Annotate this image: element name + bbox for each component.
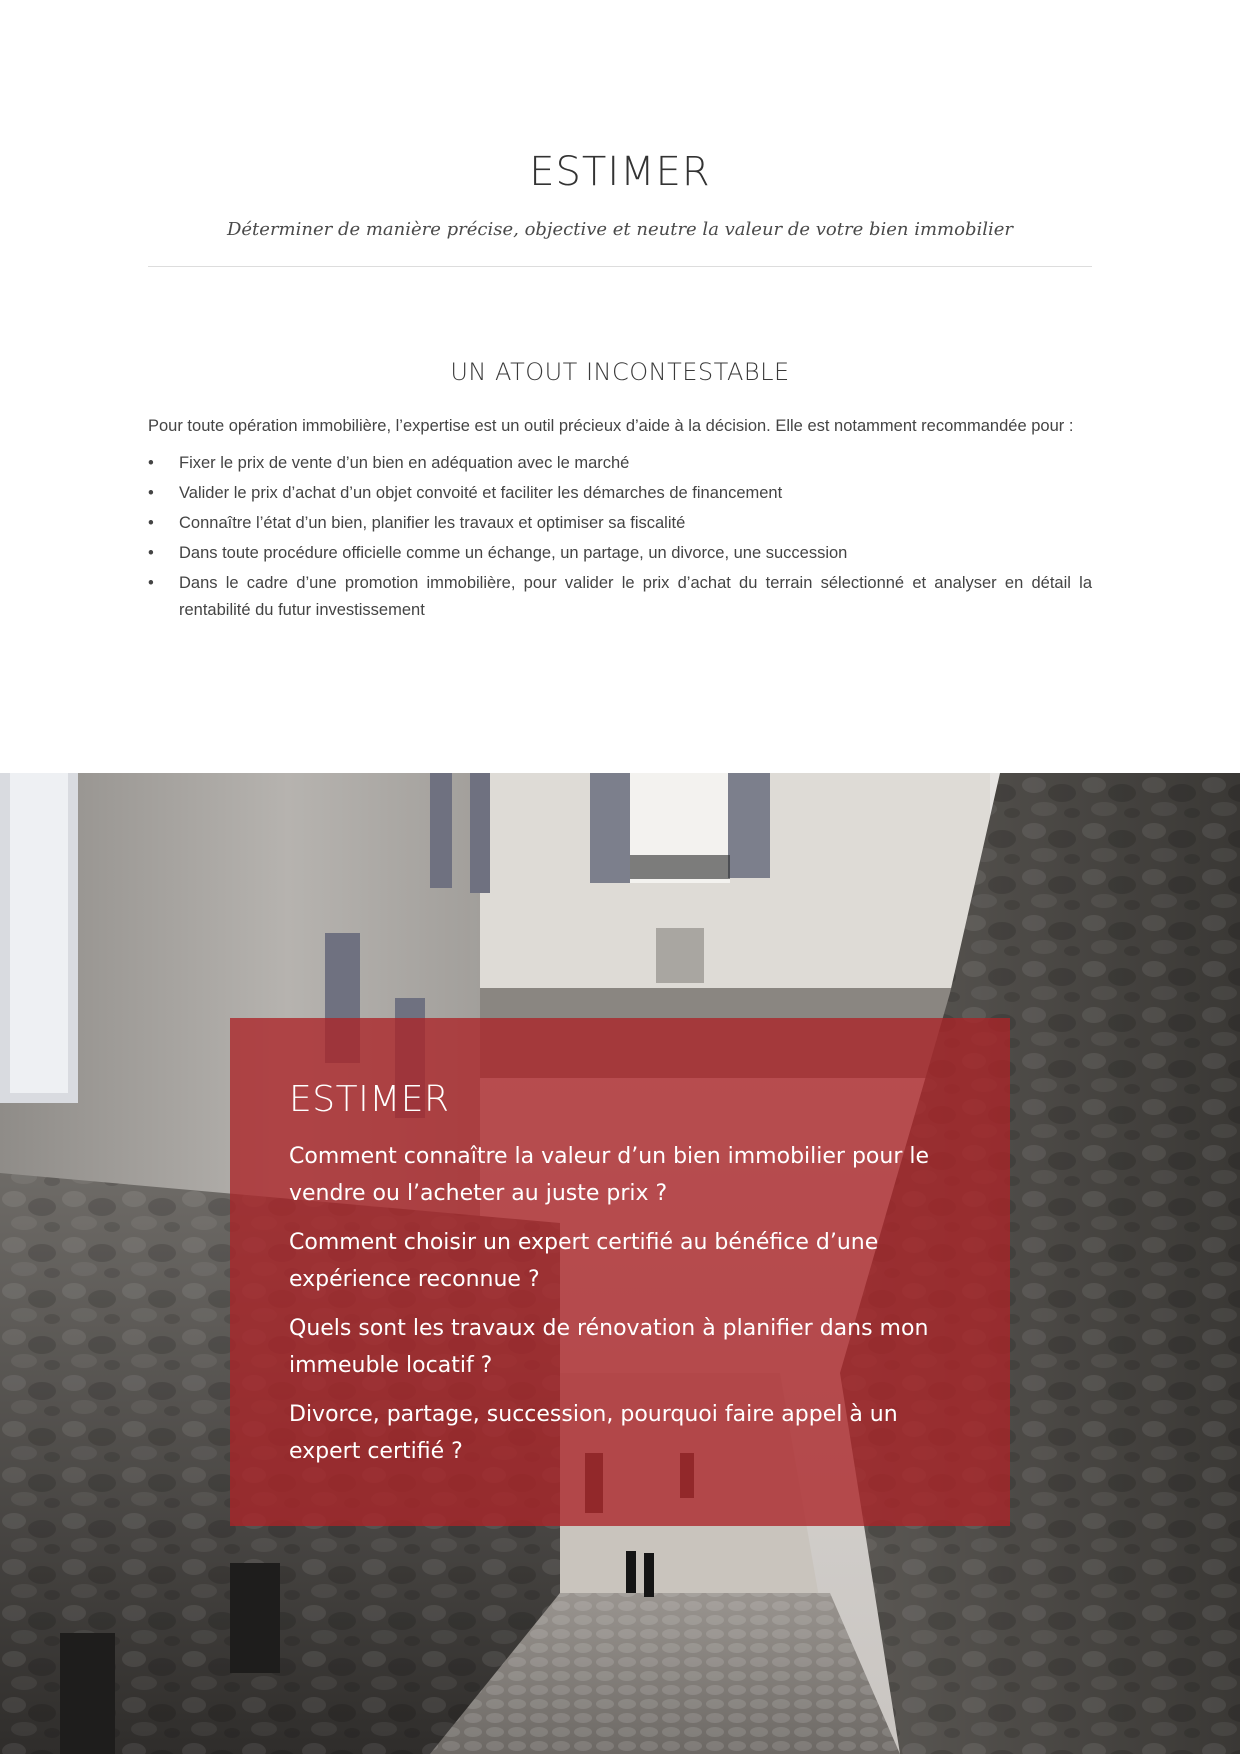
list-item-text: Fixer le prix de vente d’un bien en adéquation avec le marché (179, 454, 630, 472)
list-item (148, 570, 1092, 624)
list-item (148, 480, 1092, 507)
bullet-icon: • (148, 574, 154, 592)
estimate-callout-box (230, 1018, 1010, 1526)
list-item-text: Valider le prix d’achat d’un objet convoité et faciliter les démarches de financement (179, 484, 783, 502)
callout-question: Comment choisir un expert certifié au bénéfice d’une expérience reconnue ? (289, 1230, 879, 1292)
list-item-text: Dans le cadre d’une promotion immobilière, pour valider le prix d’achat du terrain sélectionné et analyser en détail la rentabilité du futur investissement (179, 574, 1092, 619)
advantage-section (148, 352, 1092, 627)
list-item (148, 510, 1092, 537)
callout-title: ESTIMER (289, 1079, 450, 1120)
bullet-icon: • (148, 454, 154, 472)
callout-question: Divorce, partage, succession, pourquoi faire appel à un expert certifié ? (289, 1402, 898, 1464)
section-intro: Pour toute opération immobilière, l’expertise est un outil précieux d’aide à la décision. Elle est notamment recommandée pour : (148, 417, 1074, 435)
page-header (148, 140, 1092, 244)
section-title: UN ATOUT INCONTESTABLE (450, 358, 790, 386)
list-item-text: Dans toute procédure officielle comme un échange, un partage, un divorce, une succession (179, 544, 848, 562)
page-title: ESTIMER (529, 149, 711, 195)
list-item-text: Connaître l’état d’un bien, planifier les travaux et optimiser sa fiscalité (179, 514, 686, 532)
callout-question: Quels sont les travaux de rénovation à planifier dans mon immeuble locatif ? (289, 1316, 929, 1378)
list-item (148, 540, 1092, 567)
list-item (148, 450, 1092, 477)
bullet-icon: • (148, 544, 154, 562)
page-subtitle: Déterminer de manière précise, objective et neutre la valeur de votre bien immobilier (226, 219, 1014, 240)
bullet-icon: • (148, 484, 154, 502)
callout-question: Comment connaître la valeur d’un bien immobilier pour le vendre ou l’acheter au juste prix ? (289, 1144, 929, 1206)
header-divider (148, 266, 1092, 267)
bullet-list (148, 450, 1092, 624)
bullet-icon: • (148, 514, 154, 532)
